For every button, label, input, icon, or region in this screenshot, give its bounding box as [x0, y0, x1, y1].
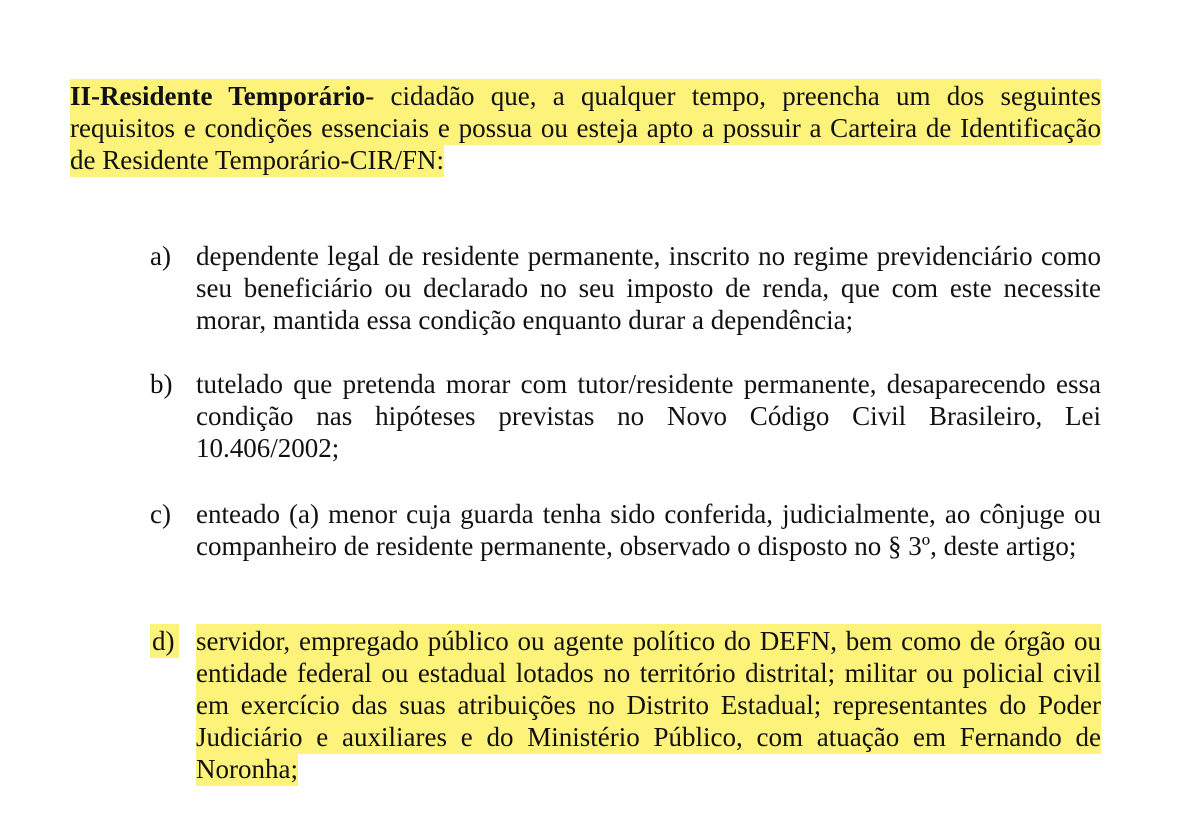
list-text-b: tutelado que pretenda morar com tutor/residente permanente, desaparecendo essa condição nas hipóteses previstas no Novo Código Civil Brasileiro, Lei 10.406/2002;	[196, 369, 1101, 463]
intro-paragraph	[70, 80, 1101, 176]
list-item-c	[150, 498, 1101, 562]
intro-heading: II-Residente Temporário	[70, 81, 366, 111]
list-text-c: enteado (a) menor cuja guarda tenha sido conferida, judicialmente, ao cônjuge ou companheiro de residente permanente, observado o disposto no § 3º, deste artigo;	[196, 499, 1101, 561]
list-item-a	[150, 240, 1101, 336]
list-marker-b: b)	[150, 369, 173, 399]
list-marker-c: c)	[150, 499, 171, 529]
list-item-d	[150, 625, 1101, 785]
list-marker-d: d)	[150, 624, 179, 658]
list-text-d-wrap	[196, 625, 1101, 785]
list-marker-a: a)	[150, 241, 171, 271]
list-text-d: servidor, empregado público ou agente político do DEFN, bem como de órgão ou entidade federal ou estadual lotados no território distrital; militar ou policial civil em exercício das suas atribuições no Distrito Estadual; representantes do Poder Judiciário e auxiliares e do Ministério Público, com atuação em Fernando de Noronha;	[196, 626, 1101, 784]
intro-text: - cidadão que, a qualquer tempo, preencha um dos seguintes requisitos e condições essenciais e possua ou esteja apto a possuir a Carteira de Identificação de Residente Temporário-CIR/FN:	[70, 81, 1101, 175]
list-marker-d-wrap	[150, 625, 192, 657]
list-text-a: dependente legal de residente permanente, inscrito no regime previdenciário como seu beneficiário ou declarado no seu imposto de renda, que com este necessite morar, mantida essa condição enquanto durar a dependência;	[196, 241, 1101, 335]
list-item-b	[150, 368, 1101, 464]
intro-highlight	[70, 79, 1101, 177]
